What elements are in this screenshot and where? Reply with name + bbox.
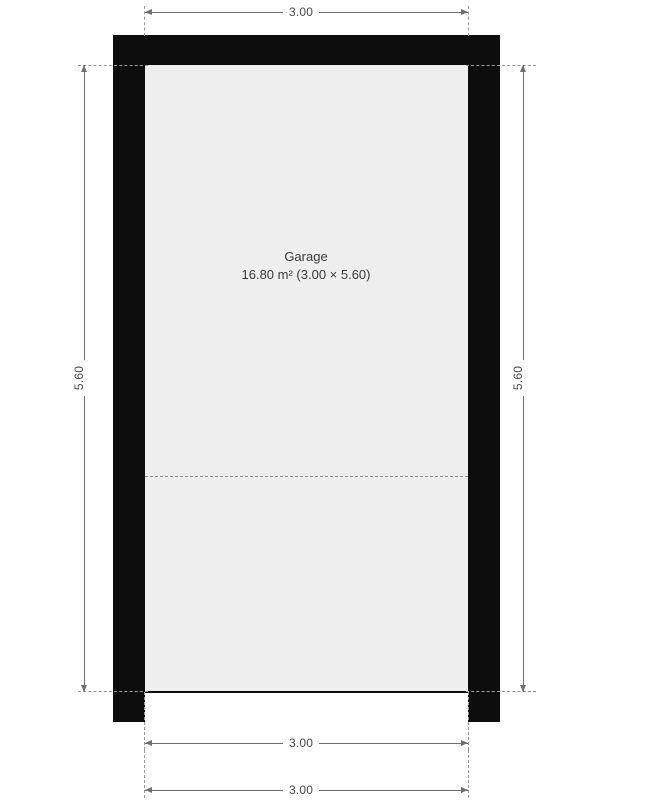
dimension-arrow-bottom-inner-left [145, 740, 152, 746]
dimension-arrow-bottom-outer-right [461, 787, 468, 793]
dimension-arrow-right-top [520, 65, 526, 72]
room-name-text: Garage [284, 249, 328, 264]
dimension-arrow-top-left [145, 9, 152, 15]
extension-line-bottom-outer-right [468, 750, 469, 798]
wall-left [113, 35, 145, 722]
room-area-text: 16.80 m² (3.00 × 5.60) [241, 267, 371, 282]
interior-dashed-divider [145, 476, 468, 477]
room-label-garage [146, 248, 466, 284]
extension-line-left-bottom [78, 691, 148, 692]
dimension-arrow-left-top [81, 65, 87, 72]
dimension-label-right: 5.60 [511, 360, 525, 396]
extension-line-bottom-inner-right [468, 692, 469, 750]
extension-line-top-right [468, 6, 469, 36]
wall-top [113, 35, 500, 65]
dimension-arrow-left-bottom [81, 685, 87, 692]
garage-door-threshold [145, 691, 468, 693]
extension-line-left-top [78, 65, 148, 66]
dimension-label-left: 5.60 [72, 360, 86, 396]
dimension-arrow-right-bottom [520, 685, 526, 692]
wall-right [468, 35, 500, 722]
dimension-arrow-bottom-inner-right [461, 740, 468, 746]
dimension-label-bottom-outer: 3.00 [283, 783, 319, 797]
dimension-arrow-bottom-outer-left [145, 787, 152, 793]
dimension-label-bottom-inner: 3.00 [283, 736, 319, 750]
dimension-arrow-top-right [461, 9, 468, 15]
dimension-label-top: 3.00 [283, 5, 319, 19]
room-floor-garage [145, 65, 468, 692]
